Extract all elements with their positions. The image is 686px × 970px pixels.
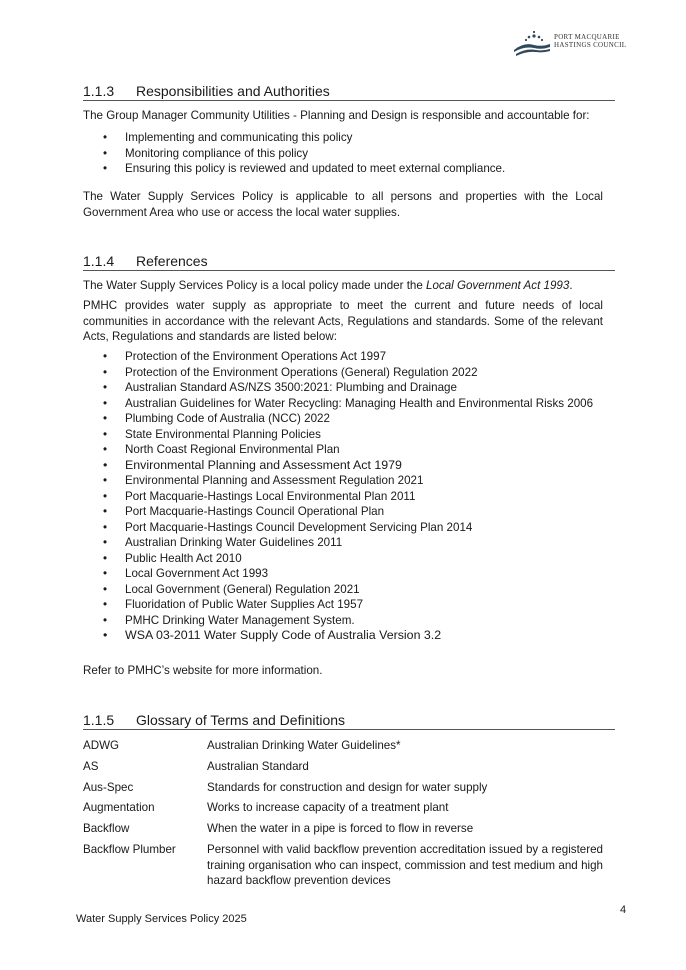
intro-text: The Water Supply Services Policy is a local policy made under the bbox=[83, 279, 427, 292]
list-item: • Port Macquarie-Hastings Local Environmental Plan 2011 bbox=[83, 489, 603, 505]
section-number: 1.1.4 bbox=[83, 253, 115, 269]
list-item: • Protection of the Environment Operations Act 1997 bbox=[83, 349, 603, 365]
list-item: • Fluoridation of Public Water Supplies Act 1957 bbox=[83, 597, 603, 613]
section-number: 1.1.3 bbox=[83, 83, 115, 99]
glossary-term: AS bbox=[83, 760, 99, 773]
paragraph: The Water Supply Services Policy is applicable to all persons and properties with the Local Government Area who use or access the local water supplies. bbox=[83, 190, 603, 219]
list-item: • Port Macquarie-Hastings Council Operational Plan bbox=[83, 504, 603, 520]
glossary-definition: Standards for construction and design for water supply bbox=[207, 781, 488, 794]
section-heading-1-1-4 bbox=[83, 252, 615, 271]
list-item: • PMHC Drinking Water Management System. bbox=[83, 613, 603, 629]
bullet-list bbox=[83, 349, 603, 644]
paragraph bbox=[83, 278, 603, 294]
list-item: • Australian Drinking Water Guidelines 2011 bbox=[83, 535, 603, 551]
section-heading-1-1-5 bbox=[83, 711, 615, 730]
glossary-term: ADWG bbox=[83, 739, 120, 752]
glossary-definition: When the water in a pipe is forced to flow in reverse bbox=[207, 822, 474, 835]
list-item: • Environmental Planning and Assessment Regulation 2021 bbox=[83, 473, 603, 489]
glossary-definition: Personnel with valid backflow prevention accreditation issued by a registered training organisation who can inspect, commission and test medium and high hazard backflow prevention devices bbox=[207, 843, 603, 887]
list-item: • Local Government Act 1993 bbox=[83, 566, 603, 582]
list-item: • Australian Guidelines for Water Recycling: Managing Health and Environmental Risks 2006 bbox=[83, 396, 603, 412]
list-item: • Plumbing Code of Australia (NCC) 2022 bbox=[83, 411, 603, 427]
paragraph: The Group Manager Community Utilities - Planning and Design is responsible and accountable for: bbox=[83, 109, 590, 122]
logo-text-line2: HASTINGS COUNCIL bbox=[554, 41, 627, 49]
glossary-term: Aus-Spec bbox=[83, 781, 134, 794]
council-logo-icon bbox=[512, 30, 552, 56]
intro-italic: Local Government Act 1993 bbox=[426, 279, 570, 292]
bullet-list bbox=[83, 130, 603, 177]
list-item: • Implementing and communicating this policy bbox=[83, 130, 603, 146]
list-item: • State Environmental Planning Policies bbox=[83, 427, 603, 443]
list-item: • Protection of the Environment Operations (General) Regulation 2022 bbox=[83, 365, 603, 381]
list-item: • Monitoring compliance of this policy bbox=[83, 146, 603, 162]
list-item: • Local Government (General) Regulation 2021 bbox=[83, 582, 603, 598]
section-title: Responsibilities and Authorities bbox=[136, 83, 330, 99]
intro-end: . bbox=[569, 279, 573, 292]
section-heading-1-1-3 bbox=[83, 82, 615, 101]
list-item: • Port Macquarie-Hastings Council Development Servicing Plan 2014 bbox=[83, 520, 603, 536]
glossary-term: Augmentation bbox=[83, 801, 155, 814]
glossary-term: Backflow Plumber bbox=[83, 843, 176, 856]
footer-text: Water Supply Services Policy 2025 bbox=[76, 913, 247, 925]
council-logo bbox=[512, 30, 632, 58]
list-item: • North Coast Regional Environmental Plan bbox=[83, 442, 603, 458]
list-item: • Australian Standard AS/NZS 3500:2021: Plumbing and Drainage bbox=[83, 380, 603, 396]
page-number: 4 bbox=[620, 904, 627, 916]
glossary-definition: Australian Drinking Water Guidelines* bbox=[207, 739, 401, 752]
list-item: • Environmental Planning and Assessment Act 1979 bbox=[83, 458, 603, 474]
section-title: References bbox=[136, 253, 208, 269]
section-number: 1.1.5 bbox=[83, 712, 115, 728]
glossary-term: Backflow bbox=[83, 822, 130, 835]
list-item: • Ensuring this policy is reviewed and updated to meet external compliance. bbox=[83, 161, 603, 177]
logo-text-line1: PORT MACQUARIE bbox=[554, 33, 620, 41]
list-item: • Public Health Act 2010 bbox=[83, 551, 603, 567]
list-item: • WSA 03-2011 Water Supply Code of Australia Version 3.2 bbox=[83, 628, 603, 644]
section-title: Glossary of Terms and Definitions bbox=[136, 712, 346, 728]
paragraph: Refer to PMHC’s website for more information. bbox=[83, 664, 323, 677]
glossary-definition: Works to increase capacity of a treatment plant bbox=[207, 801, 449, 814]
paragraph: PMHC provides water supply as appropriate to meet the current and future needs of local communities in accordance with the relevant Acts, Regulations and standards. Some of the relevant Acts, Regulations and standards are listed below: bbox=[83, 299, 603, 343]
glossary-definition: Australian Standard bbox=[207, 760, 309, 773]
